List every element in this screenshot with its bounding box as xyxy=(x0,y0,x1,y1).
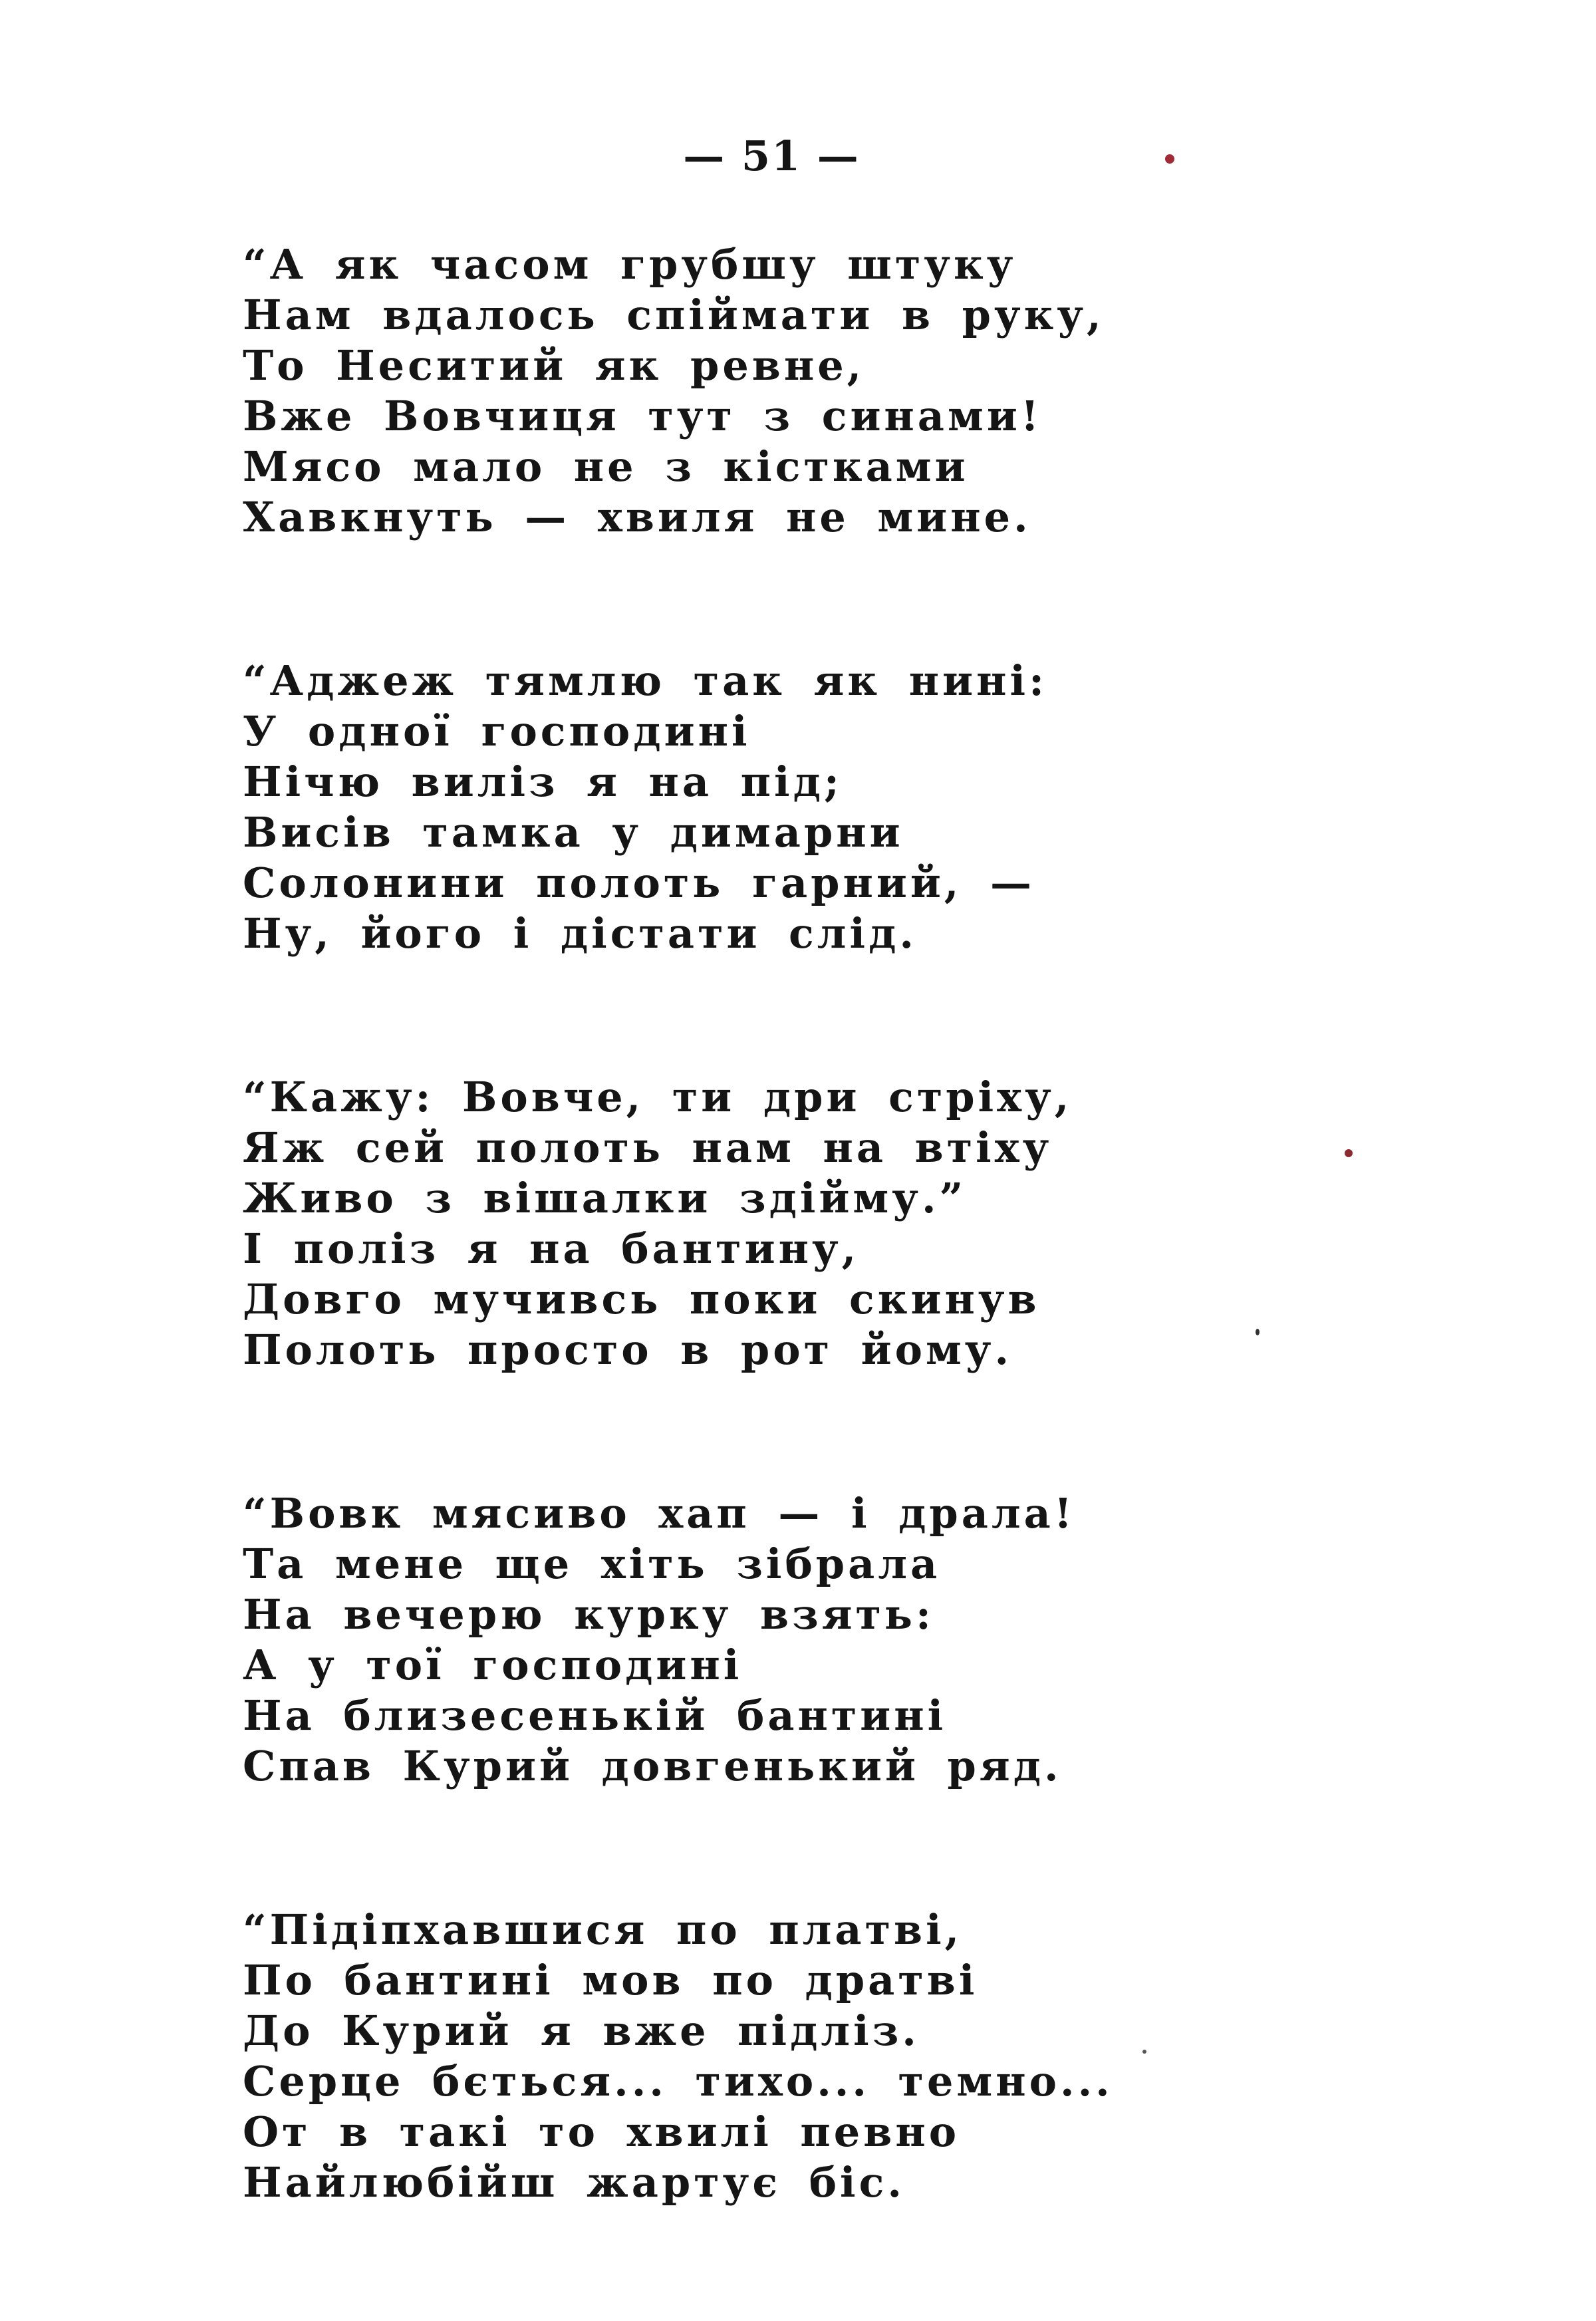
stanza xyxy=(243,656,1506,959)
poem-line: Полоть просто в рот йому. xyxy=(243,1325,1013,1374)
scan-speck xyxy=(1165,154,1174,164)
poem-line: Яж сей полоть нам на втіху xyxy=(243,1123,1053,1172)
stanza xyxy=(243,1905,1506,2208)
poem-line: До Курий я вже підліз. xyxy=(243,2006,920,2055)
poem-line: Мясо мало не з кістками xyxy=(243,442,969,491)
poem-line: Вже Вовчиця тут з синами! xyxy=(243,392,1043,440)
page-number: — 51 — xyxy=(683,132,860,180)
poem-line: Ну, його і дістати слід. xyxy=(243,909,917,958)
poem-line: Нічю виліз я на під; xyxy=(243,757,843,806)
poem-line: “Вовк мясиво хап — і драла! xyxy=(243,1489,1076,1538)
stanza xyxy=(243,1488,1506,1792)
poem-line: От в такі то хвилі певно xyxy=(243,2108,960,2156)
stanza xyxy=(243,239,1506,543)
poem-line: Довго мучивсь поки скинув xyxy=(243,1275,1040,1323)
poem-line: А у тої господині xyxy=(243,1641,743,1689)
poem-line: То Неситий як ревне, xyxy=(243,341,865,390)
poem-text xyxy=(243,239,1506,2321)
poem-line: Хавкнуть — хвиля не мине. xyxy=(243,493,1031,541)
stanza xyxy=(243,1072,1506,1375)
poem-line: На близесенькій бантині xyxy=(243,1691,947,1740)
poem-line: Нам вдалось спіймати в руку, xyxy=(243,291,1105,339)
poem-line: Серце бється... тихо... темно... xyxy=(243,2057,1113,2106)
poem-line: Живо з вішалки здійму.” xyxy=(243,1174,967,1222)
poem-line: Спав Курий довгенький ряд. xyxy=(243,1742,1062,1790)
poem-line: Та мене ще хіть зібрала xyxy=(243,1540,941,1588)
poem-line: Висів тамка у димарни xyxy=(243,808,904,857)
poem-line: Найлюбійш жартує біс. xyxy=(243,2158,905,2207)
poem-line: На вечерю курку взять: xyxy=(243,1590,934,1639)
poem-line: “Кажу: Вовче, ти дри стріху, xyxy=(243,1073,1073,1121)
poem-line: “А як часом грубшу штуку xyxy=(243,240,1017,289)
poem-line: І поліз я на бантину, xyxy=(243,1224,860,1273)
scan-speck xyxy=(1256,1329,1260,1335)
poem-line: “Підіпхавшися по платві, xyxy=(243,1905,963,1954)
poem-line: “Аджеж тямлю так як нині: xyxy=(243,656,1047,705)
poem-line: По бантині мов по дратві xyxy=(243,1956,978,2004)
poem-line: Солонини полоть гарний, — xyxy=(243,859,1035,907)
poem-line: У одної господині xyxy=(243,707,751,755)
scan-speck xyxy=(1142,2050,1146,2054)
scan-speck xyxy=(1345,1149,1353,1157)
